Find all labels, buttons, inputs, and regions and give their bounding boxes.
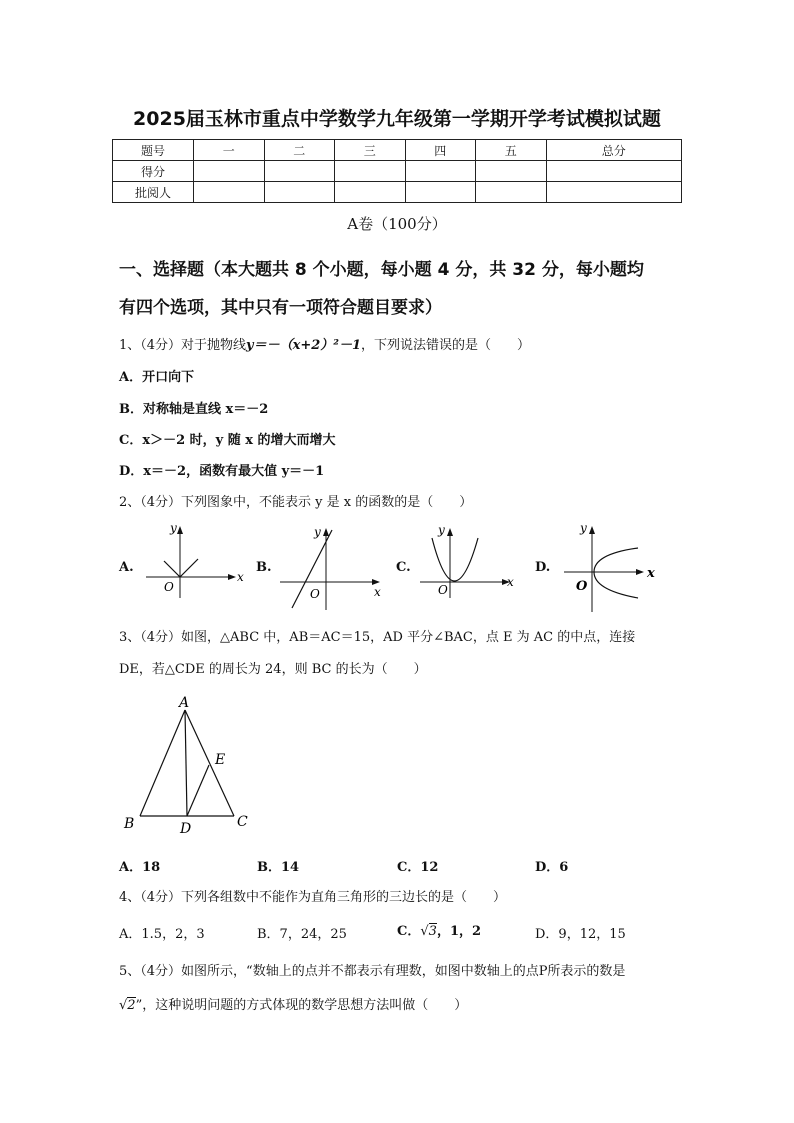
- score-header-cell: 四: [405, 140, 476, 161]
- score-cell[interactable]: [546, 182, 682, 203]
- sqrt-radicand: 2: [127, 998, 136, 1013]
- score-cell[interactable]: [405, 161, 476, 182]
- question-1-option-c[interactable]: C．x＞－2 时，y 随 x 的增大而增大: [119, 433, 336, 448]
- axis-y-label: y: [170, 521, 177, 535]
- section-heading-line2: 有四个选项，其中只有一项符合题目要求）: [119, 298, 442, 318]
- question-3-option-a[interactable]: A．18: [119, 860, 161, 875]
- question-3-option-d[interactable]: D．6: [535, 860, 569, 875]
- axis-x-label: x: [237, 570, 244, 584]
- score-header-cell: 五: [476, 140, 547, 161]
- question-3-option-b[interactable]: B．14: [257, 860, 300, 875]
- axis-y-label: y: [580, 521, 587, 535]
- score-row-label: 得分: [113, 161, 194, 182]
- question-5-line1: 5、（4分）如图所示，“数轴上的点并不都表示有理数，如图中数轴上的点P所表示的数是: [119, 964, 626, 979]
- score-cell[interactable]: [405, 182, 476, 203]
- score-header-cell: 一: [194, 140, 265, 161]
- question-2-graph-a: [142, 520, 242, 600]
- sqrt-symbol: √: [420, 924, 429, 939]
- axis-y-label: y: [314, 525, 321, 539]
- score-header-cell: 三: [335, 140, 406, 161]
- question-1-option-a[interactable]: A．开口向下: [119, 370, 195, 385]
- question-1-prefix: 1、（4分）对于抛物线: [119, 338, 247, 353]
- question-2-graph-d: [560, 518, 670, 613]
- question-4-option-d[interactable]: D．9，12，15: [535, 927, 626, 942]
- score-table-row: [113, 182, 682, 203]
- question-3-line1: 3、（4分）如图，△ABC 中，AB＝AC＝15，AD 平分∠BAC，点 E 为 AC 的中点，连接: [119, 630, 636, 645]
- exam-title: 2025届玉林市重点中学数学九年级第一学期开学考试模拟试题: [133, 108, 661, 130]
- question-5-line2: [119, 994, 467, 1013]
- origin-label: O: [310, 587, 320, 601]
- question-5-line2-text: ”，这种说明问题的方式体现的数学思想方法叫做（ ）: [135, 998, 468, 1013]
- score-header-cell: 总分: [546, 140, 682, 161]
- origin-label: O: [576, 579, 588, 594]
- vertex-e-label: E: [215, 752, 226, 768]
- question-1-stem: [119, 334, 530, 353]
- sqrt-radicand: 3: [428, 924, 437, 939]
- question-2-graph-b: [278, 520, 388, 615]
- score-table: [112, 139, 682, 203]
- question-2-graph-c: [416, 520, 521, 600]
- score-row-label: 批阅人: [113, 182, 194, 203]
- axis-x-label: x: [507, 575, 514, 589]
- question-1-option-d[interactable]: D．x＝－2，函数有最大值 y＝－1: [119, 464, 325, 479]
- question-4-option-b[interactable]: B．7，24，25: [257, 927, 347, 942]
- score-cell[interactable]: [264, 161, 335, 182]
- question-4-option-c-suffix: ，1，2: [436, 924, 482, 939]
- score-header-cell: 题号: [113, 140, 194, 161]
- question-2-option-a[interactable]: A.: [119, 560, 134, 575]
- score-cell[interactable]: [476, 161, 547, 182]
- question-2-option-b[interactable]: B.: [256, 560, 272, 575]
- vertex-b-label: B: [124, 816, 135, 832]
- score-cell[interactable]: [194, 161, 265, 182]
- vertex-d-label: D: [180, 821, 192, 837]
- score-cell[interactable]: [335, 161, 406, 182]
- question-2-option-c[interactable]: C.: [396, 560, 411, 575]
- question-1-option-b[interactable]: B．对称轴是直线 x＝－2: [119, 402, 269, 417]
- vertex-a-label: A: [179, 695, 190, 711]
- question-3-option-c[interactable]: C．12: [397, 860, 439, 875]
- score-table-header-row: [113, 140, 682, 161]
- score-header-cell: 二: [264, 140, 335, 161]
- vertex-c-label: C: [237, 814, 248, 830]
- volume-heading: A卷（100分）: [347, 215, 447, 233]
- question-1-formula: y＝－（x+2）²－1: [246, 338, 362, 353]
- score-table-row: [113, 161, 682, 182]
- axis-x-label: x: [374, 585, 381, 599]
- question-2-stem: 2、（4分）下列图象中，不能表示 y 是 x 的函数的是（ ）: [119, 495, 473, 510]
- origin-label: O: [438, 583, 448, 597]
- section-heading-line1: 一、选择题（本大题共 8 个小题，每小题 4 分，共 32 分，每小题均: [119, 260, 644, 280]
- question-4-option-c-prefix: C．: [397, 924, 421, 939]
- question-3-line2: DE，若△CDE 的周长为 24，则 BC 的长为（ ）: [119, 662, 427, 677]
- score-cell[interactable]: [546, 161, 682, 182]
- axis-y-label: y: [438, 523, 445, 537]
- axis-x-label: x: [647, 566, 655, 581]
- origin-label: O: [164, 580, 174, 594]
- question-3-triangle-figure: [118, 692, 258, 842]
- question-4-option-a[interactable]: A．1.5，2，3: [119, 927, 205, 942]
- score-cell[interactable]: [194, 182, 265, 203]
- question-2-option-d[interactable]: D.: [535, 560, 551, 575]
- score-cell[interactable]: [264, 182, 335, 203]
- score-cell[interactable]: [476, 182, 547, 203]
- question-4-stem: 4、（4分）下列各组数中不能作为直角三角形的三边长的是（ ）: [119, 890, 507, 905]
- question-4-option-c[interactable]: [397, 920, 481, 939]
- question-1-suffix: ，下列说法错误的是（ ）: [361, 338, 531, 353]
- sqrt-symbol: √: [119, 998, 128, 1013]
- score-cell[interactable]: [335, 182, 406, 203]
